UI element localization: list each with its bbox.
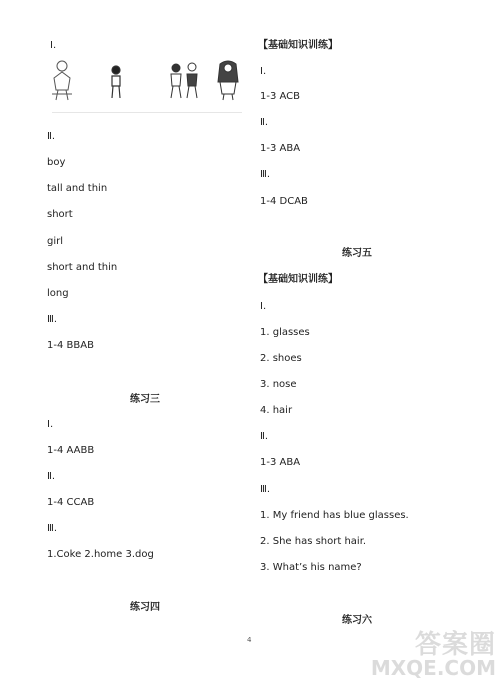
figure-girl-icon [52,61,72,100]
answer-word: short [47,209,73,220]
section-heading: 【基础知识训练】 [258,40,338,51]
answer-word: long [47,288,69,299]
answer-word: short and thin [47,262,118,273]
answer-line: 1-4 AABB [47,445,95,456]
answer-line: 1.Coke 2.home 3.dog [47,549,154,560]
answer-item: 4. hair [260,405,293,416]
section-marker: Ⅲ. [260,169,271,180]
answer-word: tall and thin [47,183,108,194]
section-marker: Ⅱ. [260,431,269,442]
figure-two-boys-icon [171,63,197,98]
page-number: 4 [247,636,252,644]
section-marker: Ⅰ. [47,419,54,430]
watermark [371,632,496,678]
answer-item: 3. nose [260,379,297,390]
answer-line: 1-4 CCAB [47,497,95,508]
section-marker: Ⅱ. [260,117,269,128]
section-marker: Ⅱ. [47,471,56,482]
answer-line: 1-4 DCAB [260,196,308,207]
people-illustration [48,56,248,120]
exercise-title: 练习五 [342,248,372,259]
answer-item: 1. glasses [260,327,310,338]
answer-sentence: 2. She has short hair. [260,536,367,547]
figure-boy-icon [112,66,120,98]
section-marker: Ⅲ. [260,484,271,495]
answer-sentence: 1. My friend has blue glasses. [260,510,409,521]
answer-line: 1-4 BBAB [47,340,94,351]
answer-line: 1-3 ACB [260,91,301,102]
caption-underline [52,112,242,113]
exercise-title: 练习四 [130,602,160,613]
answer-line: 1-3 ABA [260,143,301,154]
watermark-url: MXQE.COM [370,656,496,680]
answer-item: 2. shoes [260,353,302,364]
answer-sentence: 3. What’s his name? [260,562,362,573]
answer-word: girl [47,236,64,247]
section-marker: Ⅰ. [260,66,267,77]
section-marker: Ⅲ. [47,314,58,325]
watermark-logo: 答案圈 [414,630,496,660]
figure-long-hair-girl-icon [218,61,238,100]
exercise-title: 练习六 [342,615,372,626]
section-marker: Ⅰ. [260,301,267,312]
section-heading: 【基础知识训练】 [258,274,338,285]
section-marker: Ⅲ. [47,523,58,534]
answer-line: 1-3 ABA [260,457,301,468]
answer-word: boy [47,157,66,168]
section-marker: Ⅱ. [47,131,56,142]
section-marker: Ⅰ. [50,40,57,51]
exercise-title: 练习三 [130,394,160,405]
